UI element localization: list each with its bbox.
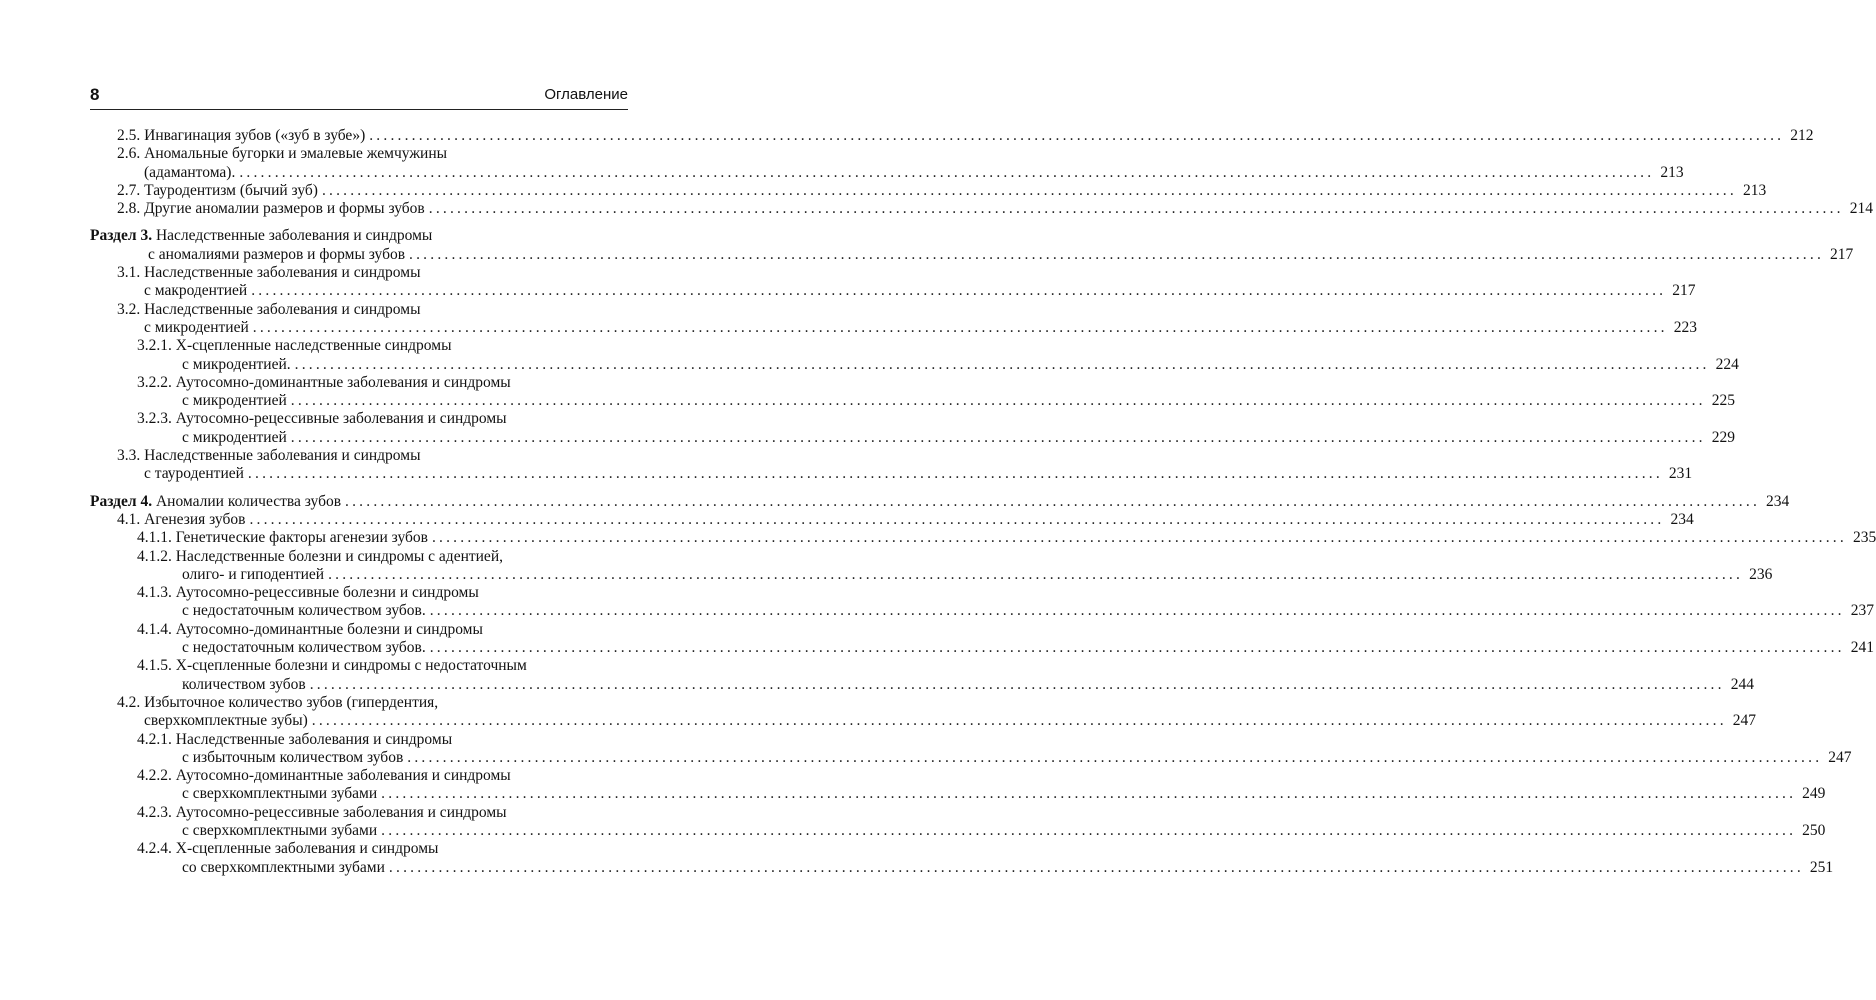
- toc-page-number: 214: [1849, 200, 1873, 218]
- toc-entry-title: [117, 301, 420, 318]
- toc-entry-title: [182, 392, 287, 410]
- toc-entry-title: [137, 548, 503, 565]
- toc-entry[interactable]: [90, 227, 1854, 264]
- toc-entry-title: [137, 804, 507, 821]
- toc-entry-title: [182, 566, 324, 584]
- toc-entry[interactable]: [90, 410, 1735, 447]
- header-rule: [90, 109, 628, 110]
- toc-line: [90, 694, 628, 712]
- leader-dots: ........................................................................................................................................................................................................: [407, 748, 1823, 766]
- section-title: Оглавление: [544, 86, 628, 103]
- toc-entry-title: [117, 182, 318, 200]
- section-label: Раздел 3.: [90, 227, 153, 245]
- toc-line: [90, 465, 1693, 483]
- toc-page-number: 244: [1730, 675, 1754, 693]
- toc-entry[interactable]: [90, 840, 1834, 877]
- toc-page-number: 225: [1711, 392, 1735, 410]
- toc-entry-title: [137, 731, 452, 748]
- toc-entry-text: 3.2.1. Х-сцепленные наследственные синдромы: [137, 337, 452, 355]
- toc-entry-title: [117, 511, 245, 529]
- toc-line: [90, 163, 1684, 182]
- toc-entry[interactable]: [90, 547, 1773, 585]
- toc-entry-text: с избыточным количеством зубов: [182, 748, 404, 766]
- toc-line: [90, 337, 628, 355]
- toc-entry-text: 4.1.3. Аутосомно-рецессивные болезни и синдромы: [137, 584, 479, 602]
- toc-entry[interactable]: [90, 200, 1873, 218]
- toc-page-number: 212: [1790, 127, 1814, 144]
- toc-entry-text: 2.7. Тауродентизм (бычий зуб): [117, 181, 318, 199]
- toc-line: [90, 282, 1696, 300]
- toc-entry[interactable]: [90, 584, 1874, 621]
- toc-entry[interactable]: [90, 803, 1826, 841]
- leader-dots: ........................................................................................................................................................................................................: [321, 181, 1737, 199]
- toc-entry-title: [90, 493, 341, 511]
- toc-entry-title: [90, 227, 432, 244]
- toc-entry-title: [182, 429, 287, 447]
- toc-entry[interactable]: [90, 730, 1852, 768]
- toc-entry[interactable]: [90, 510, 1694, 529]
- toc-line: [90, 301, 628, 319]
- toc-page-number: 250: [1802, 821, 1826, 839]
- toc-entry[interactable]: [90, 492, 1790, 511]
- toc-line: [90, 858, 1834, 877]
- toc-line: [90, 428, 1735, 447]
- toc-entry-text: с тауродентией: [144, 465, 244, 483]
- page-number: 8: [90, 85, 100, 104]
- toc-entry-title: [144, 282, 247, 300]
- toc-entry-text: 4.1.2. Наследственные болезни и синдромы с адентией,: [137, 547, 503, 565]
- table-of-contents: [90, 127, 1876, 877]
- section-label: Раздел 4.: [90, 492, 153, 510]
- toc-line: [90, 245, 1854, 264]
- toc-page-number: 234: [1670, 510, 1694, 528]
- toc-entry[interactable]: [90, 529, 1876, 547]
- toc-entry-text: с сверхкомплектными зубами: [182, 821, 378, 839]
- leader-dots: ........................................................................................................................................................................................................: [290, 428, 1706, 446]
- toc-page-number: 229: [1711, 428, 1735, 446]
- toc-line: [90, 785, 1826, 803]
- leader-dots: ........................................................................................................................................................................................................: [381, 785, 1797, 803]
- toc-entry-text: с недостаточным количеством зубов.: [182, 602, 426, 620]
- toc-line: [90, 621, 628, 639]
- leader-dots: ........................................................................................................................................................................................................: [247, 465, 1663, 483]
- toc-entry-text: олиго- и гиподентией: [182, 565, 325, 583]
- leader-dots: ........................................................................................................................................................................................................: [252, 318, 1668, 336]
- leader-dots: ........................................................................................................................................................................................................: [239, 163, 1655, 181]
- toc-page-number: 213: [1660, 163, 1684, 181]
- toc-line: [90, 510, 1694, 529]
- toc-page-number: 213: [1742, 181, 1767, 199]
- toc-entry[interactable]: [90, 620, 1874, 658]
- toc-entry-text: 4.1.1. Генетические факторы агенезии зубов: [137, 529, 428, 547]
- toc-entry-title: [182, 676, 306, 694]
- leader-dots: ........................................................................................................................................................................................................: [388, 858, 1804, 876]
- toc-line: [90, 767, 628, 785]
- leader-dots: ........................................................................................................................................................................................................: [249, 510, 1665, 528]
- toc-line: [90, 374, 628, 392]
- leader-dots: ........................................................................................................................................................................................................: [290, 392, 1706, 410]
- toc-entry-text: с микродентией.: [182, 355, 291, 373]
- toc-line: [90, 639, 1874, 657]
- toc-entry-title: [148, 246, 405, 264]
- toc-page-number: 223: [1673, 318, 1697, 336]
- toc-entry-text: Наследственные заболевания и синдромы: [152, 227, 433, 245]
- toc-entry-title: [137, 584, 479, 601]
- toc-entry-text: 2.5. Инвагинация зубов («зуб в зубе»): [117, 127, 366, 144]
- toc-line: [90, 492, 1790, 511]
- toc-page-number: 241: [1850, 639, 1874, 657]
- toc-entry-title: [182, 822, 377, 840]
- toc-entry-title: [137, 410, 507, 427]
- toc-page-number: 234: [1766, 492, 1790, 510]
- toc-entry[interactable]: [90, 300, 1697, 338]
- toc-entry[interactable]: [90, 373, 1735, 411]
- toc-page-number: 249: [1802, 785, 1826, 803]
- leader-dots: ........................................................................................................................................................................................................: [381, 821, 1797, 839]
- toc-page-number: 231: [1668, 465, 1693, 483]
- toc-line: [90, 227, 628, 245]
- toc-entry-title: [144, 712, 308, 730]
- toc-entry-text: с аномалиями размеров и формы зубов: [148, 245, 406, 263]
- toc-entry-text: количеством зубов: [182, 675, 306, 693]
- toc-entry-title: [144, 319, 249, 337]
- toc-entry[interactable]: [90, 264, 1696, 301]
- toc-entry-title: [182, 602, 426, 620]
- leader-dots: ........................................................................................................................................................................................................: [328, 565, 1744, 583]
- toc-line: [90, 748, 1852, 767]
- toc-entry-title: [117, 694, 438, 711]
- leader-dots: ........................................................................................................................................................................................................: [345, 492, 1761, 510]
- leader-dots: ........................................................................................................................................................................................................: [429, 602, 1845, 620]
- toc-entry[interactable]: [90, 447, 1693, 484]
- toc-line: [90, 712, 1757, 730]
- toc-entry-title: [137, 529, 428, 547]
- toc-entry-title: [182, 356, 291, 374]
- toc-entry-title: [144, 164, 235, 182]
- toc-line: [90, 410, 628, 428]
- toc-entry-text: 3.2. Наследственные заболевания и синдромы: [117, 300, 421, 318]
- toc-entry-title: [117, 200, 425, 218]
- toc-entry[interactable]: [90, 145, 1684, 182]
- toc-entry-text: с макродентией: [144, 282, 248, 300]
- toc-entry-text: 4.1. Агенезия зубов: [117, 510, 246, 528]
- toc-entry-title: [137, 337, 451, 354]
- toc-page-number: 247: [1732, 712, 1757, 730]
- toc-entry[interactable]: [90, 337, 1739, 374]
- leader-dots: ........................................................................................................................................................................................................: [429, 639, 1845, 657]
- toc-entry-title: [182, 785, 377, 803]
- toc-entry[interactable]: [90, 127, 1814, 145]
- toc-entry-text: 4.2.3. Аутосомно-рецессивные заболевания и синдромы: [137, 803, 507, 821]
- toc-line: [90, 821, 1826, 840]
- toc-entry-text: 2.8. Другие аномалии размеров и формы зубов: [117, 200, 425, 218]
- toc-entry-text: с микродентией: [182, 392, 287, 410]
- toc-line: [90, 181, 1767, 200]
- toc-entry-title: [137, 767, 511, 784]
- toc-entry-text: 3.1. Наследственные заболевания и синдромы: [117, 264, 421, 282]
- toc-entry-text: (адамантома).: [144, 163, 236, 181]
- leader-dots: ........................................................................................................................................................................................................: [294, 355, 1710, 373]
- toc-entry-text: Аномалии количества зубов: [152, 492, 342, 510]
- toc-line: [90, 392, 1735, 410]
- toc-page-number: 235: [1852, 529, 1876, 547]
- toc-line: [90, 200, 1873, 218]
- toc-line: [90, 657, 628, 675]
- toc-entry-text: сверхкомплектные зубы): [144, 712, 308, 730]
- toc-line: [90, 584, 628, 602]
- toc-entry-text: 4.2.4. Х-сцепленные заболевания и синдромы: [137, 840, 439, 858]
- toc-entry-text: с сверхкомплектными зубами: [182, 785, 378, 803]
- toc-line: [90, 548, 628, 566]
- toc-page-number: 224: [1715, 355, 1739, 373]
- toc-entry-text: 4.1.5. Х-сцепленные болезни и синдромы с недостаточным: [137, 657, 527, 675]
- toc-entry-title: [137, 374, 511, 391]
- toc-line: [90, 127, 1814, 145]
- toc-page-number: 236: [1749, 565, 1773, 583]
- toc-page-number: 251: [1809, 858, 1834, 876]
- toc-entry-title: [137, 621, 483, 638]
- toc-line: [90, 804, 628, 822]
- leader-dots: ........................................................................................................................................................................................................: [309, 675, 1725, 693]
- leader-dots: ........................................................................................................................................................................................................: [251, 282, 1667, 300]
- toc-entry-title: [137, 657, 527, 674]
- toc-line: [90, 565, 1773, 584]
- toc-entry-text: 4.2. Избыточное количество зубов (гипердентия,: [117, 693, 439, 711]
- toc-entry-text: 4.1.4. Аутосомно-доминантные болезни и синдромы: [137, 620, 483, 638]
- toc-entry-text: 4.2.1. Наследственные заболевания и синдромы: [137, 730, 453, 748]
- leader-dots: ........................................................................................................................................................................................................: [428, 200, 1844, 218]
- toc-entry[interactable]: [90, 767, 1826, 804]
- leader-dots: ........................................................................................................................................................................................................: [311, 712, 1727, 730]
- toc-entry-title: [144, 465, 244, 483]
- leader-dots: ........................................................................................................................................................................................................: [431, 529, 1847, 547]
- toc-line: [90, 264, 628, 282]
- leader-dots: ........................................................................................................................................................................................................: [369, 127, 1785, 144]
- toc-entry[interactable]: [90, 657, 1754, 694]
- toc-line: [90, 145, 628, 163]
- page-header: [90, 85, 628, 107]
- toc-entry-text: 4.2.2. Аутосомно-доминантные заболевания и синдромы: [137, 767, 511, 785]
- toc-entry-text: с недостаточным количеством зубов.: [182, 639, 426, 657]
- toc-page-number: 217: [1830, 245, 1854, 263]
- toc-entry-text: со сверхкомплектными зубами: [182, 858, 385, 876]
- toc-line: [90, 447, 628, 465]
- toc-line: [90, 602, 1874, 620]
- toc-entry-title: [117, 447, 420, 464]
- toc-entry-title: [117, 264, 420, 281]
- toc-entry-text: с микродентией: [182, 428, 287, 446]
- toc-entry-text: 3.2.3. Аутосомно-рецессивные заболевания и синдромы: [137, 410, 507, 428]
- toc-line: [90, 840, 628, 858]
- toc-line: [90, 529, 1876, 547]
- toc-line: [90, 731, 628, 749]
- toc-entry[interactable]: [90, 693, 1757, 731]
- toc-line: [90, 355, 1739, 374]
- toc-entry-title: [182, 859, 385, 877]
- toc-entry-text: 2.6. Аномальные бугорки и эмалевые жемчужины: [117, 145, 448, 163]
- toc-entry-text: с микродентией: [144, 318, 249, 336]
- toc-entry-title: [137, 840, 438, 857]
- toc-entry[interactable]: [90, 181, 1767, 200]
- toc-entry-text: 3.3. Наследственные заболевания и синдромы: [117, 447, 421, 465]
- toc-line: [90, 675, 1754, 694]
- leader-dots: ........................................................................................................................................................................................................: [409, 245, 1825, 263]
- toc-entry-title: [182, 749, 403, 767]
- toc-page-number: 247: [1828, 748, 1852, 766]
- toc-entry-title: [182, 639, 426, 657]
- toc-entry-title: [117, 145, 447, 162]
- toc-line: [90, 318, 1697, 337]
- toc-entry-text: 3.2.2. Аутосомно-доминантные заболевания и синдромы: [137, 373, 511, 391]
- toc-entry-title: [117, 127, 365, 145]
- toc-page-number: 217: [1672, 282, 1696, 300]
- toc-page-number: 237: [1850, 602, 1874, 620]
